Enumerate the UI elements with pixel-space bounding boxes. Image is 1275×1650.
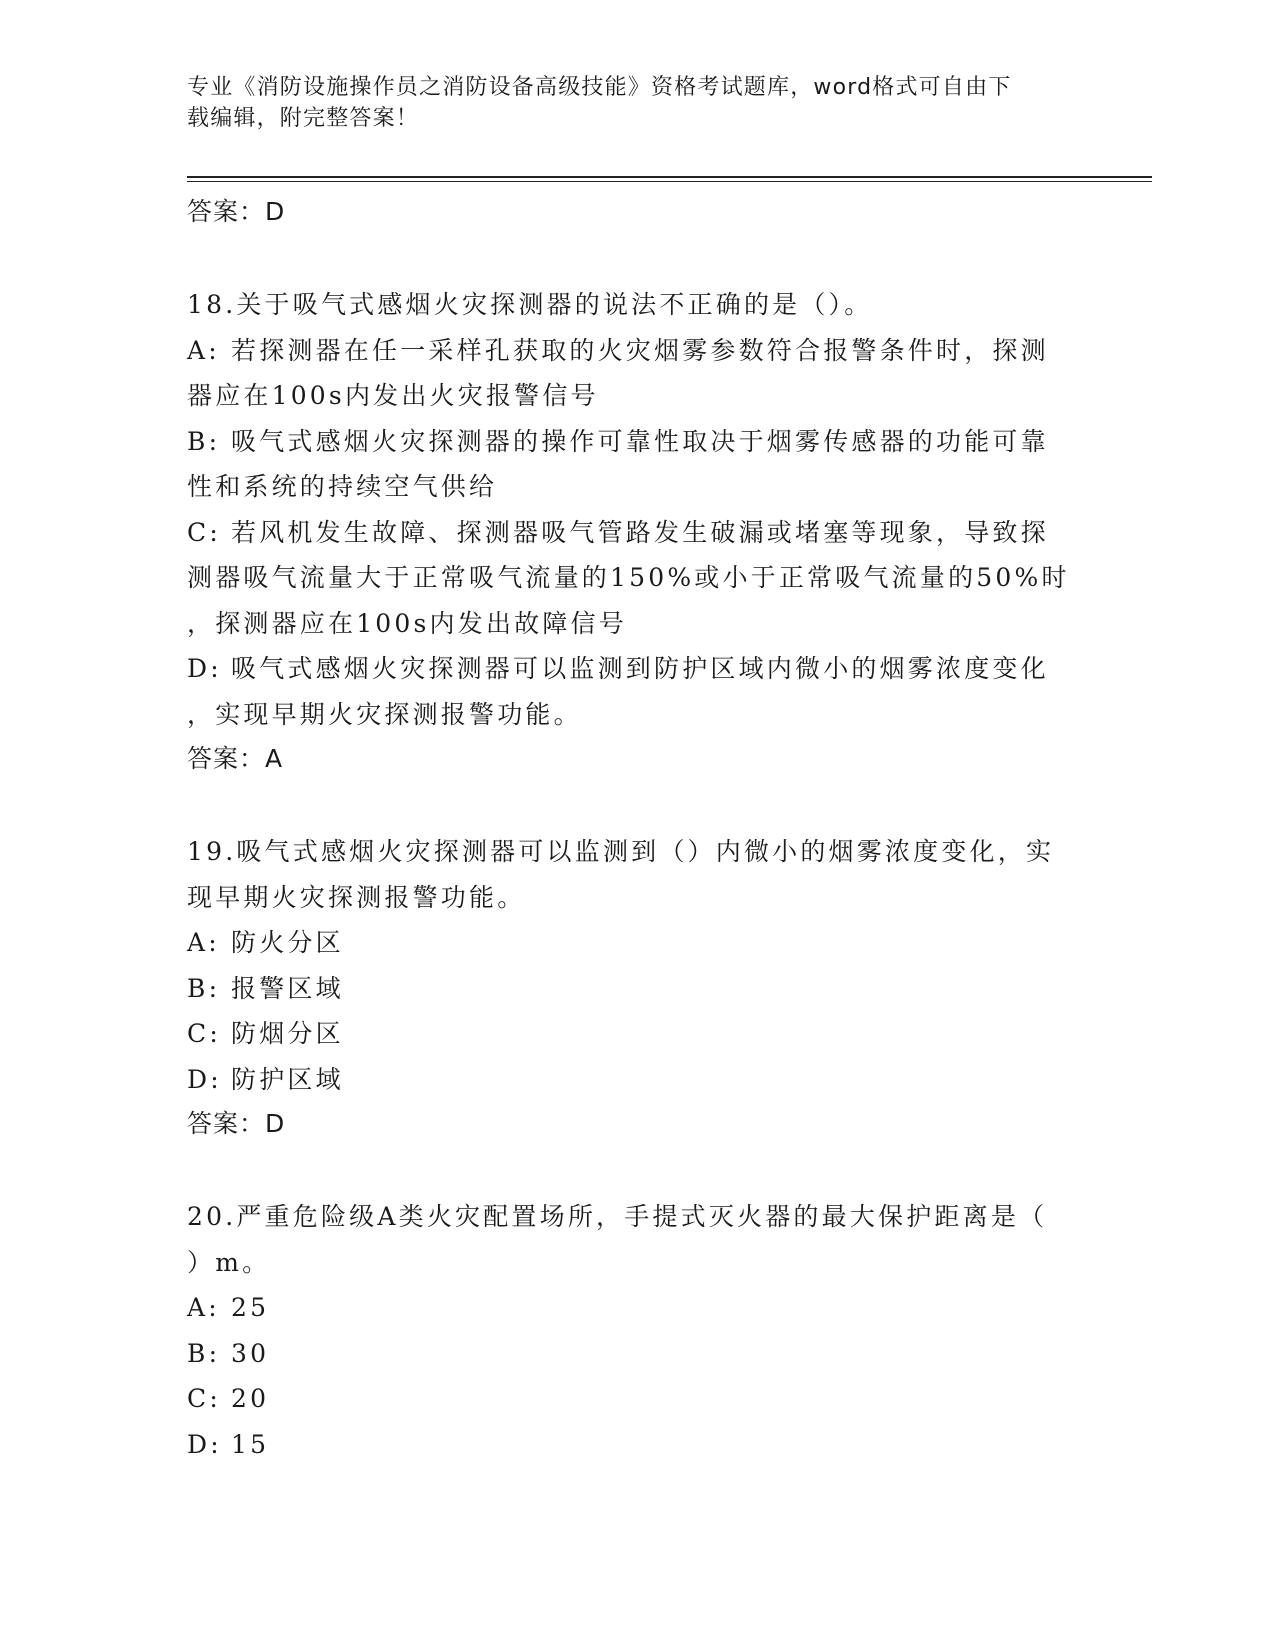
option-line	[187, 328, 1087, 374]
option-label: D:	[187, 1064, 222, 1094]
spacer	[187, 781, 1087, 829]
option-line	[187, 920, 1087, 966]
option-text: 15	[231, 1429, 270, 1459]
option-line	[187, 1331, 1087, 1377]
question-block	[187, 829, 1087, 1194]
answer-line: 答案：D	[187, 197, 286, 226]
option-line	[187, 419, 1087, 465]
question-block	[187, 1194, 1087, 1467]
option-line	[187, 1285, 1087, 1331]
question-text-line: 20.严重危险级A类火灾配置场所，手提式灭火器的最大保护距离是（	[187, 1202, 1048, 1231]
option-label: C:	[187, 1019, 221, 1048]
option-line	[187, 1011, 1087, 1057]
option-line: 测器吸气流量大于正常吸气流量的150%或小于正常吸气流量的50%时	[187, 563, 1070, 592]
header-rule-thin	[187, 181, 1152, 182]
answer-line: 答案：A	[187, 744, 284, 773]
option-line	[187, 510, 1087, 556]
option-text: 25	[231, 1293, 270, 1322]
header-rule-thick	[187, 176, 1152, 178]
option-text: 报警区域	[231, 973, 344, 1003]
option-text: 防火分区	[231, 928, 344, 957]
spacer	[187, 234, 1087, 282]
option-text: 若风机发生故障、探测器吸气管路发生破漏或堵塞等现象，导致探	[231, 517, 1049, 547]
option-line: ，实现早期火灾探测报警功能。	[187, 699, 582, 729]
option-line	[187, 646, 1087, 692]
option-text: 吸气式感烟火灾探测器可以监测到防护区域内微小的烟雾浓度变化	[231, 654, 1049, 683]
option-line: 器应在100s内发出火灾报警信号	[187, 381, 599, 410]
option-text: 30	[231, 1338, 270, 1368]
option-line: 性和系统的持续空气供给	[187, 472, 498, 501]
option-label: B:	[187, 426, 221, 456]
questions-container	[187, 282, 1087, 1467]
option-label: C:	[187, 1384, 221, 1413]
question-text-line: 18.关于吸气式感烟火灾探测器的说法不正确的是（）。	[187, 290, 873, 319]
option-label: B:	[187, 973, 221, 1003]
option-text: 若探测器在任一采样孔获取的火灾烟雾参数符合报警条件时，探测	[231, 335, 1049, 365]
option-text: 吸气式感烟火灾探测器的操作可靠性取决于烟雾传感器的功能可靠	[231, 426, 1049, 456]
option-text: 20	[231, 1384, 270, 1413]
question-list	[187, 190, 1087, 1467]
option-line	[187, 1057, 1087, 1103]
document-header	[187, 72, 1067, 134]
header-line-1: 专业《消防设施操作员之消防设备高级技能》资格考试题库，word格式可自由下	[187, 75, 1012, 100]
option-label: A:	[187, 928, 220, 957]
option-label: A:	[187, 335, 220, 365]
option-label: D:	[187, 654, 222, 683]
option-line	[187, 966, 1087, 1012]
option-line	[187, 1422, 1087, 1468]
option-label: D:	[187, 1429, 222, 1459]
header-line-2: 载编辑，附完整答案！	[187, 106, 420, 131]
option-line: ，探测器应在100s内发出故障信号	[187, 608, 627, 638]
option-text: 防烟分区	[231, 1019, 344, 1048]
option-label: A:	[187, 1293, 220, 1322]
answer-line: 答案：D	[187, 1109, 286, 1138]
option-label: B:	[187, 1338, 221, 1368]
question-text-line: 19.吸气式感烟火灾探测器可以监测到（）内微小的烟雾浓度变化，实	[187, 837, 1055, 866]
question-text-line: 现早期火灾探测报警功能。	[187, 882, 526, 912]
option-line	[187, 1376, 1087, 1422]
question-text-line: ）m。	[187, 1247, 271, 1277]
spacer	[187, 1146, 1087, 1194]
option-label: C:	[187, 517, 221, 547]
question-block	[187, 282, 1087, 829]
option-text: 防护区域	[231, 1064, 344, 1094]
